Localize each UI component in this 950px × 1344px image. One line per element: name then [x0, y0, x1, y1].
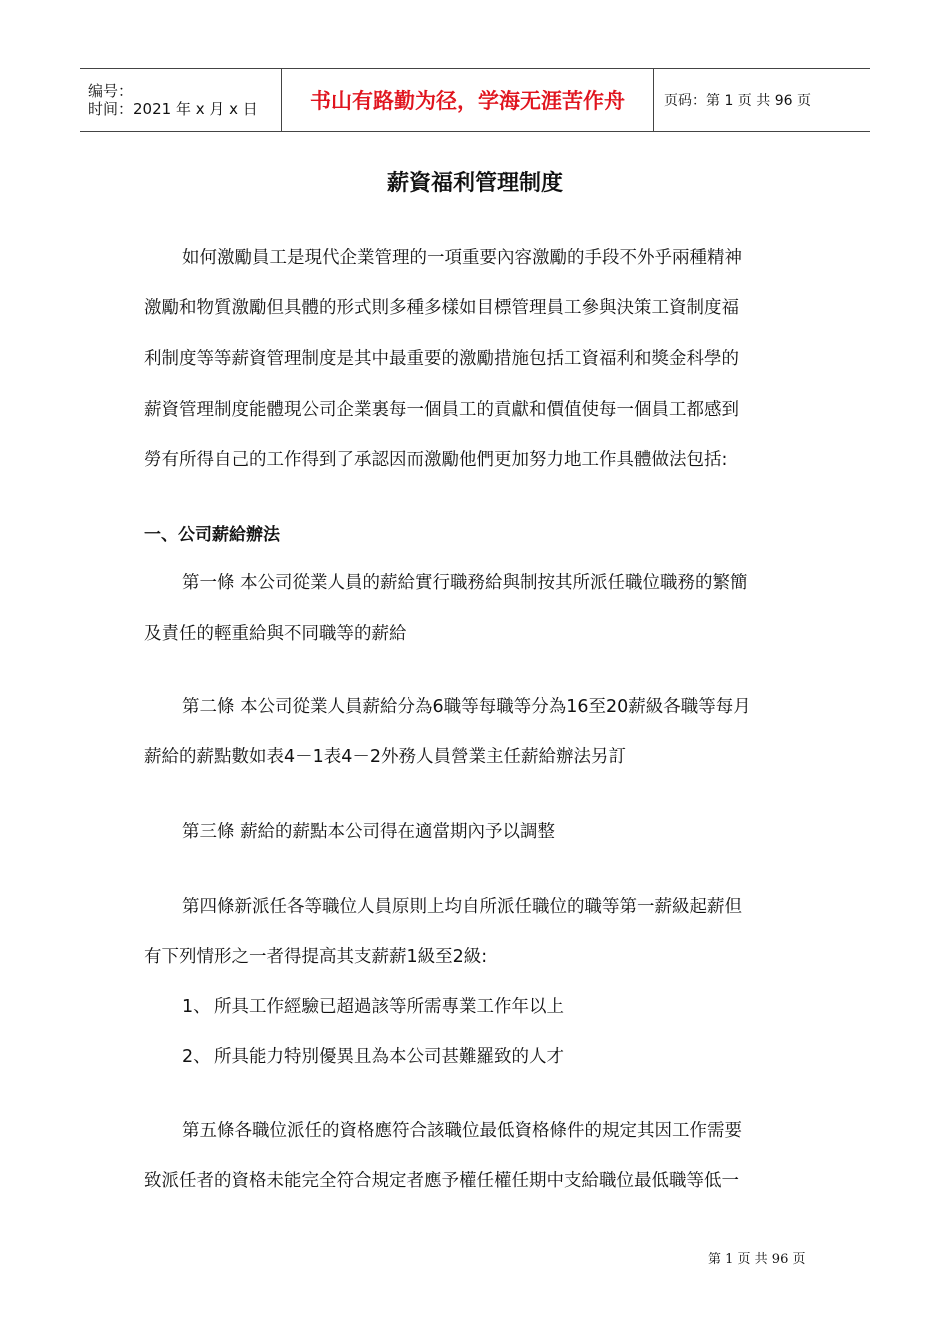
date-label: 时间：2021 年 x 月 x 日: [88, 100, 258, 118]
article-line: 及責任的輕重給與不同職等的薪給: [144, 624, 407, 644]
list-item: [182, 1043, 564, 1068]
document-title: 薪資福利管理制度: [386, 171, 563, 196]
list-text: 所具能力特別優異且為本公司甚難羅致的人才: [214, 1047, 564, 1067]
article-line: 第四條新派任各等職位人員原則上均自所派任職位的職等第一薪級起薪但: [182, 897, 742, 917]
page-info: 页码：第 1 页 共 96 页: [664, 93, 811, 109]
article-line: 第三條 薪給的薪點本公司得在適當期內予以調整: [182, 822, 556, 842]
page-footer: 第 1 页 共 96 页: [708, 1252, 806, 1267]
list-number: 1、: [182, 997, 211, 1017]
article-line: 薪給的薪點數如表4－1表4－2外務人員營業主任薪給辦法另訂: [144, 747, 627, 767]
article-line: 第一條 本公司從業人員的薪給實行職務給與制按其所派任職位職務的繁簡: [182, 573, 748, 593]
serial-label: 编号：: [88, 82, 134, 100]
article-line: 第五條各職位派任的資格應符合該職位最低資格條件的規定其因工作需要: [182, 1121, 742, 1141]
page-header: [80, 68, 870, 132]
paragraph-line: 勞有所得自己的工作得到了承認因而激勵他們更加努力地工作具體做法包括:: [144, 450, 728, 470]
header-page-cell: [654, 69, 870, 131]
paragraph-line: 薪資管理制度能體現公司企業裏每一個員工的貢獻和價值使每一個員工都感到: [144, 400, 739, 420]
article-line: 第二條 本公司從業人員薪給分為6職等每職等分為16至20薪級各職等每月: [182, 697, 751, 717]
list-text: 所具工作經驗已超過該等所需專業工作年以上: [214, 997, 564, 1017]
paragraph-line: 利制度等等薪資管理制度是其中最重要的激勵措施包括工資福利和獎金科學的: [144, 349, 739, 369]
list-number: 2、: [182, 1047, 211, 1067]
section-heading: 一、公司薪給辦法: [144, 525, 280, 545]
header-motto-cell: [282, 69, 654, 131]
paragraph-line: 激勵和物質激勵但具體的形式則多種多樣如目標管理員工參與決策工資制度福: [144, 298, 739, 318]
paragraph-line: 如何激勵員工是現代企業管理的一項重要內容激勵的手段不外乎兩種精神: [182, 248, 742, 268]
article-line: 有下列情形之一者得提高其支薪薪1級至2級:: [144, 947, 488, 967]
article-line: 致派任者的資格未能完全符合規定者應予權任權任期中支給職位最低職等低一: [144, 1171, 739, 1191]
header-meta-cell: [80, 69, 282, 131]
motto-text: 书山有路勤为径，学海无涯苦作舟: [310, 89, 625, 113]
list-item: [182, 993, 564, 1018]
